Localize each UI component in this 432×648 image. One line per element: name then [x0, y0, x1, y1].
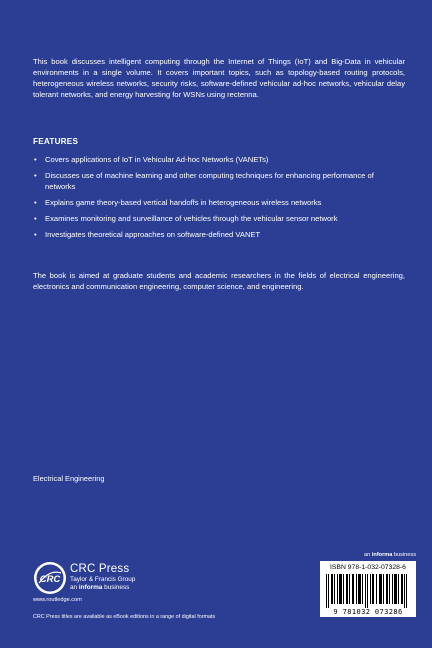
logo-initials: CRC [39, 574, 61, 585]
features-heading: FEATURES [33, 137, 79, 146]
subject-category: Electrical Engineering [33, 474, 105, 483]
feature-item [33, 197, 405, 208]
publisher-business: an informa business [70, 584, 130, 591]
publisher-logo [33, 561, 203, 601]
book-description: This book discusses intelligent computing through the Internet of Things (IoT) and Big-Data in vehicular environments in a single volume. It covers important topics, such as topology-based routing protocols, heterogeneous wireless networks, security risks, software-defined vehicular ad-hoc networks, vehicular delay tolerant networks, and energy harvesting for WSNs using rectenna. [33, 57, 405, 99]
ebook-note: CRC Press titles are available as eBook editions in a range of digital formats [33, 614, 216, 620]
publisher-name: CRC Press [70, 563, 130, 575]
feature-item [33, 229, 405, 240]
publisher-group: Taylor & Francis Group [70, 576, 136, 583]
isbn-label: ISBN 978-1-032-07328-6 [330, 564, 406, 571]
bullet-icon: • [34, 155, 37, 164]
informa-business-tag: an informa business [364, 552, 416, 558]
feature-text: Discusses use of machine learning and other computing techniques for enhancing performance of networks [45, 171, 374, 191]
feature-item [33, 213, 405, 224]
barcode-digits: 9 781032 073286 [333, 608, 403, 616]
feature-item [33, 154, 405, 165]
crc-logo-icon [33, 561, 67, 595]
barcode-block [320, 561, 416, 617]
feature-item [33, 170, 405, 192]
bullet-icon: • [34, 214, 37, 223]
feature-text: Covers applications of IoT in Vehicular Ad-hoc Networks (VANETs) [45, 155, 269, 164]
barcode-icon [324, 574, 412, 608]
audience-description: The book is aimed at graduate students and academic researchers in the fields of electrical engineering, electronics and communication engineering, computer science, and engineering. [33, 271, 405, 291]
feature-text: Explains game theory-based vertical handoffs in heterogeneous wireless networks [45, 198, 322, 207]
publisher-website: www.routledge.com [33, 597, 82, 603]
feature-text: Examines monitoring and surveillance of vehicles through the vehicular sensor network [45, 214, 338, 223]
feature-text: Investigates theoretical approaches on software-defined VANET [45, 230, 261, 239]
bullet-icon: • [34, 198, 37, 207]
features-list [33, 154, 405, 245]
bullet-icon: • [34, 171, 37, 180]
publisher-name-block [70, 563, 135, 592]
bullet-icon: • [34, 230, 37, 239]
